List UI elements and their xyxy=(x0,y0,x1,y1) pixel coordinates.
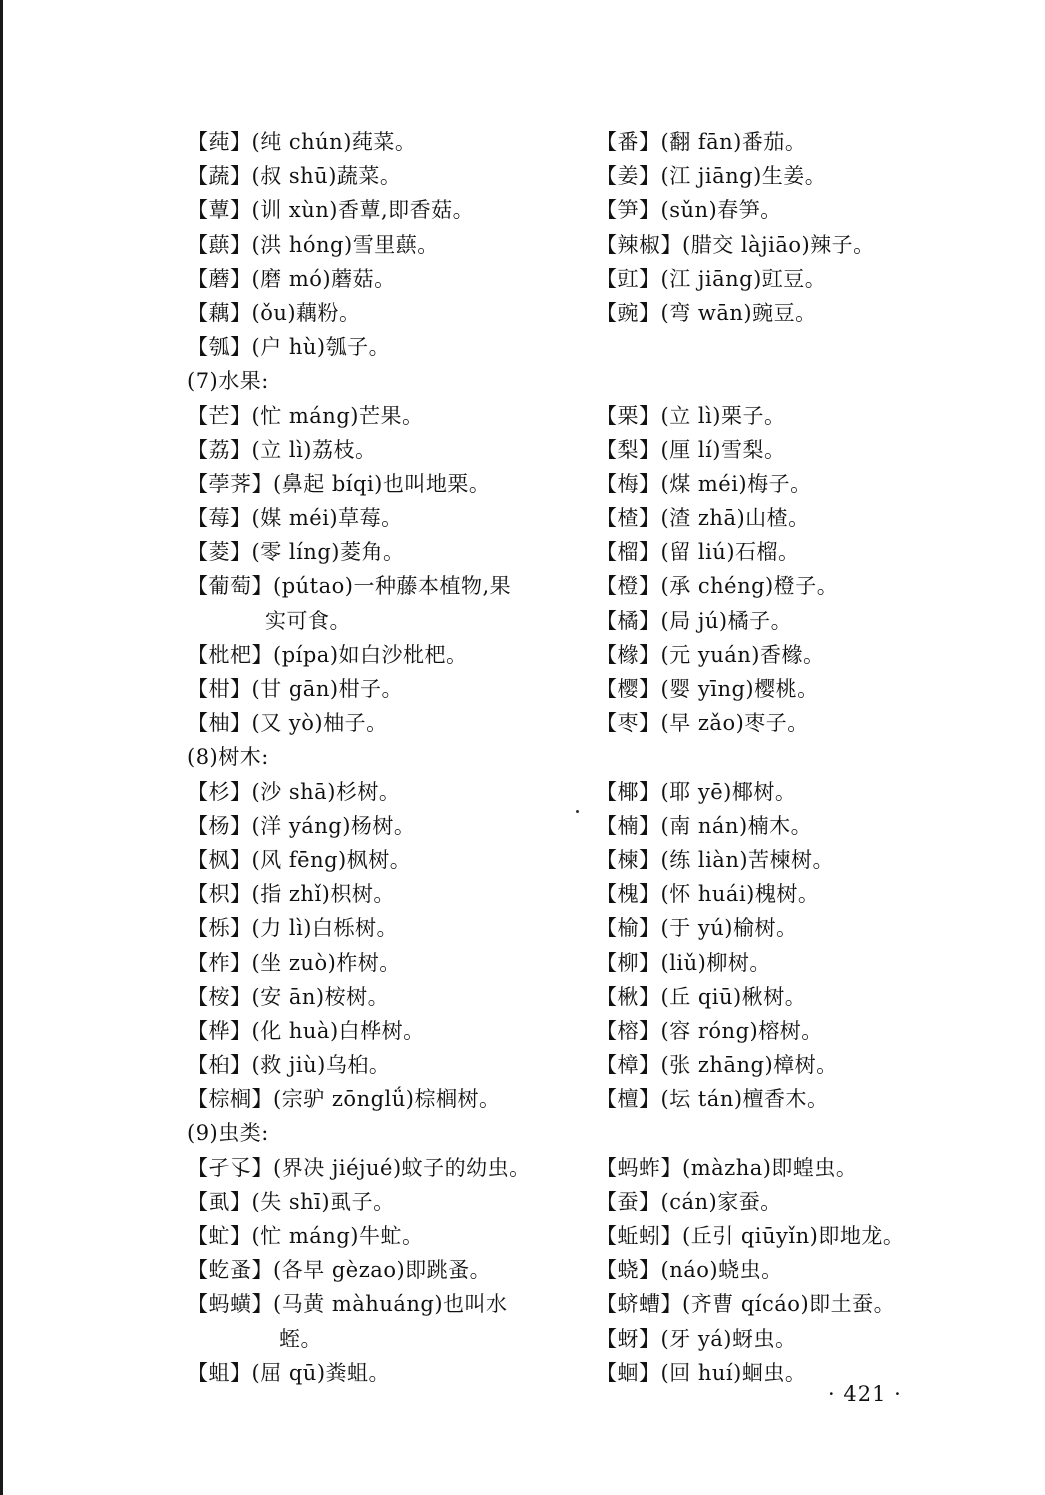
entry-chun: 【莼】(纯 chún)莼菜。 xyxy=(187,130,417,154)
entry-feng: 【枫】(风 fēng)枫树。 xyxy=(187,847,412,872)
entry-li-chestnut: 【栗】(立 lì)栗子。 xyxy=(596,403,786,428)
entry-qicao: 【蛴螬】(齐曹 qícáo)即土蚕。 xyxy=(596,1292,896,1317)
entry-rong: 【榕】(容 róng)榕树。 xyxy=(596,1018,823,1043)
stray-dot xyxy=(576,810,579,813)
entry-qiu: 【楸】(丘 qiū)楸树。 xyxy=(596,984,807,1009)
entry-mei-plum: 【梅】(煤 méi)梅子。 xyxy=(596,471,812,496)
entry-nan: 【楠】(南 nán)楠木。 xyxy=(596,813,813,838)
entry-yuan: 【橼】(元 yuán)香橼。 xyxy=(596,642,825,667)
entry-zonglv: 【棕榈】(宗驴 zōnglǘ)棕榈树。 xyxy=(187,1087,501,1112)
entry-lian: 【楝】(练 liàn)苦楝树。 xyxy=(596,847,835,872)
entry-ye: 【椰】(耶 yē)椰树。 xyxy=(596,779,797,804)
entry-you: 【柚】(又 yò)柚子。 xyxy=(187,711,388,736)
entry-pipa: 【枇杷】(pípa)如白沙枇杷。 xyxy=(187,642,468,667)
entry-sun: 【笋】(sǔn)春笋。 xyxy=(596,198,782,223)
entry-shu: 【蔬】(叔 shū)蔬菜。 xyxy=(187,164,402,189)
entry-mo: 【蘑】(磨 mó)蘑菇。 xyxy=(187,266,396,291)
entry-liu-willow: 【柳】(liǔ)柳树。 xyxy=(596,950,771,975)
section-heading-insects: (9)虫类: xyxy=(187,1121,269,1146)
entry-mang: 【芒】(忙 máng)芒果。 xyxy=(187,403,424,428)
entry-hu: 【瓠】(户 hù)瓠子。 xyxy=(187,335,391,360)
entry-meng: 【虻】(忙 máng)牛虻。 xyxy=(187,1224,424,1248)
entry-sha: 【杉】(沙 shā)杉树。 xyxy=(187,779,401,804)
entry-wan: 【豌】(弯 wān)豌豆。 xyxy=(596,300,817,325)
entry-qiuyin: 【蚯蚓】(丘引 qiūyǐn)即地龙。 xyxy=(596,1224,905,1248)
entry-li-pear: 【梨】(厘 lí)雪梨。 xyxy=(596,437,786,462)
entry-shi: 【虱】(失 shī)虱子。 xyxy=(187,1189,395,1214)
entry-ju: 【橘】(局 jú)橘子。 xyxy=(596,608,793,633)
entry-hong: 【蕻】(洪 hóng)雪里蕻。 xyxy=(187,232,439,257)
entry-zha: 【楂】(渣 zhā)山楂。 xyxy=(596,506,810,531)
blank-line xyxy=(596,740,996,774)
entry-li-oak: 【栎】(力 lì)白栎树。 xyxy=(187,916,398,941)
entry-jiu: 【桕】(救 jiù)乌桕。 xyxy=(187,1053,391,1078)
right-column xyxy=(596,125,996,1390)
entry-zuo: 【柞】(坐 zuò)柞树。 xyxy=(187,950,401,975)
page-edge xyxy=(0,0,3,1495)
entry-zhi: 【枳】(指 zhǐ)枳树。 xyxy=(187,882,395,907)
entry-jiang: 【姜】(江 jiāng)生姜。 xyxy=(596,164,827,189)
entry-putao: 【葡萄】(pútao)一种藤本植物,果 xyxy=(187,574,512,599)
entry-hui: 【蛔】(回 huí)蛔虫。 xyxy=(596,1360,807,1385)
entry-mei: 【莓】(媒 méi)草莓。 xyxy=(187,506,403,531)
page-number: · 421 · xyxy=(828,1382,902,1406)
section-heading-trees: (8)树木: xyxy=(187,745,269,770)
entry-cheng: 【橙】(承 chéng)橙子。 xyxy=(596,574,839,599)
entry-nao: 【蛲】(náo)蛲虫。 xyxy=(596,1258,783,1283)
entry-zhang: 【樟】(张 zhāng)樟树。 xyxy=(596,1053,838,1078)
entry-putao-continued: 实可食。 xyxy=(265,608,351,633)
entry-yu: 【榆】(于 yú)榆树。 xyxy=(596,916,798,941)
left-column xyxy=(187,125,567,1390)
entry-ling: 【菱】(零 líng)菱角。 xyxy=(187,540,405,565)
entry-gan: 【柑】(甘 gān)柑子。 xyxy=(187,677,404,701)
entry-jiang-bean: 【豇】(江 jiāng)豇豆。 xyxy=(596,266,827,291)
entry-an: 【桉】(安 ān)桉树。 xyxy=(187,984,390,1009)
entry-can: 【蚕】(cán)家蚕。 xyxy=(596,1189,782,1214)
entry-jiejue: 【孑孓】(界决 jiéjué)蚊子的幼虫。 xyxy=(187,1155,531,1180)
entry-liu: 【榴】(留 liú)石榴。 xyxy=(596,540,800,565)
entry-tan: 【檀】(坛 tán)檀香木。 xyxy=(596,1087,829,1112)
entry-mazha: 【蚂蚱】(màzha)即蝗虫。 xyxy=(596,1155,858,1180)
blank-line xyxy=(596,330,996,364)
entry-li: 【荔】(立 lì)荔枝。 xyxy=(187,437,377,462)
entry-qu: 【蛆】(屈 qū)粪蛆。 xyxy=(187,1360,391,1385)
entry-huai: 【槐】(怀 huái)槐树。 xyxy=(596,882,820,907)
entry-xun: 【蕈】(训 xùn)香蕈,即香菇。 xyxy=(187,198,475,223)
entry-gezao: 【虼蚤】(各早 gèzao)即跳蚤。 xyxy=(187,1258,492,1283)
entry-fan: 【番】(翻 fān)番茄。 xyxy=(596,130,807,154)
entry-mahuang-continued: 蛭。 xyxy=(279,1326,322,1351)
entry-lajiao: 【辣椒】(腊交 làjiāo)辣子。 xyxy=(596,232,875,257)
entry-ou: 【藕】(ǒu)藕粉。 xyxy=(187,300,361,325)
entry-mahuang: 【蚂蟥】(马黄 màhuáng)也叫水 xyxy=(187,1292,508,1317)
blank-line xyxy=(596,1116,996,1150)
entry-biqi: 【荸荠】(鼻起 bíqi)也叫地栗。 xyxy=(187,471,491,496)
entry-ying: 【樱】(婴 yīng)樱桃。 xyxy=(596,677,819,701)
entry-zao: 【枣】(早 zǎo)枣子。 xyxy=(596,711,809,736)
section-heading-fruit: (7)水果: xyxy=(187,369,269,394)
entry-ya: 【蚜】(牙 yá)蚜虫。 xyxy=(596,1326,797,1351)
entry-yang: 【杨】(洋 yáng)杨树。 xyxy=(187,813,416,838)
blank-line xyxy=(596,364,996,398)
entry-hua: 【桦】(化 huà)白桦树。 xyxy=(187,1018,425,1043)
